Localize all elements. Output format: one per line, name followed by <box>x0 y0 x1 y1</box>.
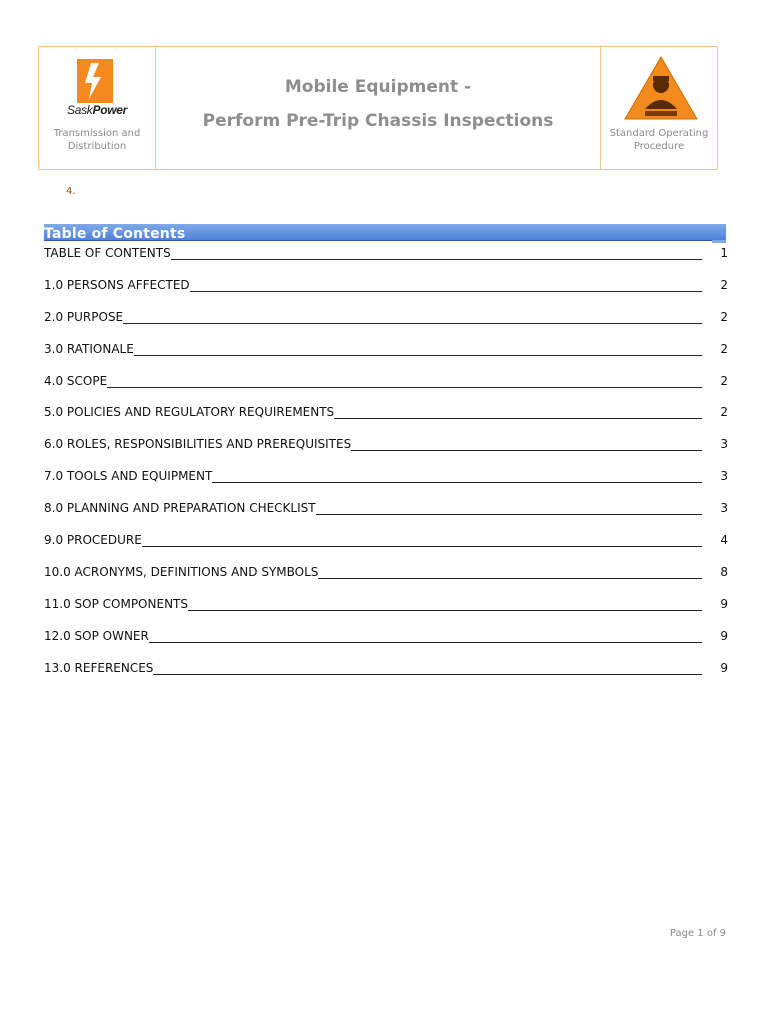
toc-leader-line <box>123 309 702 324</box>
toc-entry[interactable] <box>44 532 728 564</box>
toc-leader-line <box>134 341 702 356</box>
toc-entry[interactable] <box>44 277 728 309</box>
toc-entry-page[interactable]: 3 <box>720 501 728 516</box>
toc-entry-page[interactable]: 9 <box>720 628 728 643</box>
toc-entry-page[interactable]: 2 <box>720 373 728 388</box>
toc-leader-line <box>188 596 702 611</box>
toc-leader-line <box>149 628 702 643</box>
toc-entry-label[interactable]: 10.0 ACRONYMS, DEFINITIONS AND SYMBOLS <box>44 564 319 579</box>
saskpower-logo-text: SaskPower <box>67 103 127 117</box>
toc-entry-label[interactable]: 3.0 RATIONALE <box>44 341 134 356</box>
toc-entry-page[interactable]: 2 <box>720 309 728 324</box>
toc-entry-label[interactable]: 11.0 SOP COMPONENTS <box>44 596 188 611</box>
list-marker: 4. <box>66 186 76 197</box>
toc-leader-line <box>190 277 702 292</box>
toc-leader-line <box>318 564 702 579</box>
left-subtitle: Transmission and Distribution <box>53 128 141 152</box>
table-of-contents <box>44 245 728 691</box>
toc-entry-page[interactable]: 4 <box>720 533 728 548</box>
document-header <box>38 46 718 170</box>
toc-leader-line <box>142 532 702 547</box>
toc-leader-line <box>153 660 702 675</box>
sop-warning-triangle-icon <box>623 55 699 121</box>
document-title: Mobile Equipment - <box>284 77 472 97</box>
header-logo-cell <box>39 47 156 169</box>
toc-entry-label[interactable]: 7.0 TOOLS AND EQUIPMENT <box>44 469 213 484</box>
toc-leader-line <box>316 500 702 515</box>
page-number: Page 1 of 9 <box>669 928 726 939</box>
toc-entry[interactable] <box>44 468 728 500</box>
toc-entry[interactable] <box>44 596 728 628</box>
toc-entry-page[interactable]: 9 <box>720 660 728 675</box>
document-subtitle: Perform Pre-Trip Chassis Inspections <box>202 111 554 131</box>
toc-entry-label[interactable]: 4.0 SCOPE <box>44 373 108 388</box>
toc-entry[interactable] <box>44 404 728 436</box>
header-title-cell <box>156 47 600 169</box>
toc-leader-line <box>351 436 702 451</box>
toc-entry[interactable] <box>44 245 728 277</box>
toc-entry-page[interactable]: 8 <box>720 564 728 579</box>
toc-entry[interactable] <box>44 341 728 373</box>
toc-entry-label[interactable]: TABLE OF CONTENTS <box>44 246 171 260</box>
toc-entry[interactable] <box>44 309 728 341</box>
toc-entry-page[interactable]: 2 <box>720 341 728 356</box>
toc-entry-label[interactable]: 9.0 PROCEDURE <box>44 533 142 548</box>
toc-leader-line <box>171 245 702 260</box>
toc-entry[interactable] <box>44 436 728 468</box>
toc-entry-label[interactable]: 2.0 PURPOSE <box>44 309 124 324</box>
toc-leader-line <box>107 373 702 388</box>
toc-entry-page[interactable]: 3 <box>720 469 728 484</box>
toc-entry-page[interactable]: 2 <box>720 405 728 420</box>
toc-entry-label[interactable]: 1.0 PERSONS AFFECTED <box>44 277 190 292</box>
toc-entry-page[interactable]: 1 <box>720 246 728 260</box>
toc-entry-page[interactable]: 9 <box>720 596 728 611</box>
toc-entry-label[interactable]: 8.0 PLANNING AND PREPARATION CHECKLIST <box>44 501 316 516</box>
toc-leader-line <box>212 468 702 483</box>
toc-entry-page[interactable]: 2 <box>720 277 728 292</box>
toc-entry[interactable] <box>44 500 728 532</box>
saskpower-logo-icon <box>77 59 113 103</box>
toc-entry-label[interactable]: 13.0 REFERENCES <box>44 660 154 675</box>
toc-entry[interactable] <box>44 564 728 596</box>
toc-entry-label[interactable]: 6.0 ROLES, RESPONSIBILITIES AND PREREQUISITES <box>44 437 352 452</box>
header-sop-cell <box>600 47 717 169</box>
toc-entry-label[interactable]: 5.0 POLICIES AND REGULATORY REQUIREMENTS <box>44 405 335 420</box>
toc-heading: Table of Contents <box>44 226 186 242</box>
toc-entry[interactable] <box>44 628 728 660</box>
toc-entry-page[interactable]: 3 <box>720 437 728 452</box>
toc-entry[interactable] <box>44 660 728 692</box>
toc-entry[interactable] <box>44 373 728 405</box>
toc-entry-label[interactable]: 12.0 SOP OWNER <box>44 628 149 643</box>
right-subtitle: Standard Operating Procedure <box>609 128 709 152</box>
toc-leader-line <box>334 404 702 419</box>
